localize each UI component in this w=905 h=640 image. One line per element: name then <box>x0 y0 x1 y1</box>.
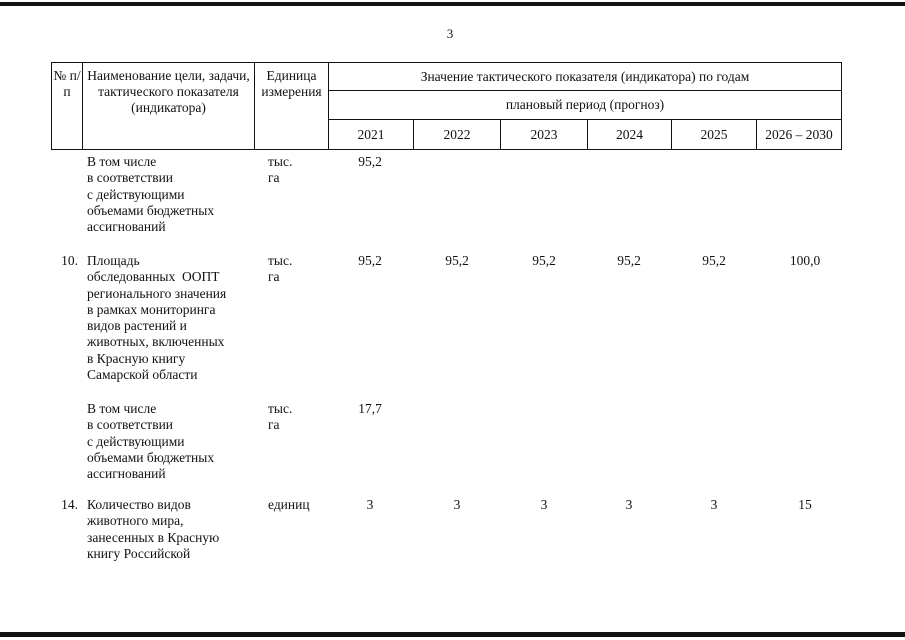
row-name-line: В том числе <box>87 154 157 169</box>
header-values: Значение тактического показателя (индикатора) по годам <box>329 63 842 91</box>
row-value: 3 <box>453 497 461 512</box>
header-year: 2023 <box>501 120 588 150</box>
row-value: 3 <box>710 497 718 512</box>
header-year: 2025 <box>672 120 757 150</box>
row-value: 95,2 <box>358 253 382 268</box>
row-name-line: объемами бюджетных <box>87 202 215 218</box>
row-value: 3 <box>625 497 633 512</box>
header-year: 2026 – 2030 <box>757 120 842 150</box>
row-name-line: регионального значения <box>87 285 227 301</box>
row-number: 14. <box>61 497 78 512</box>
row-name-line: с действующими <box>87 433 185 449</box>
row-value: 95,2 <box>358 154 382 169</box>
row-value: 100,0 <box>789 253 821 268</box>
header-planned: плановый период (прогноз) <box>329 91 842 120</box>
top-rule <box>0 2 905 6</box>
row-name-line: в соответствии <box>87 417 174 433</box>
header-name: Наименование цели, задачи, тактического показателя (индикатора) <box>83 63 255 150</box>
bottom-rule <box>0 632 905 637</box>
row-value: 17,7 <box>358 401 382 416</box>
row-name-line: видов растений и <box>87 318 187 334</box>
row-number: 10. <box>61 253 78 268</box>
row-value: 95,2 <box>702 253 726 268</box>
row-name-line: Площадь <box>87 253 140 268</box>
row-value: 95,2 <box>617 253 641 268</box>
header-year: 2024 <box>588 120 672 150</box>
header-unit: Единица измерения <box>255 63 329 150</box>
row-name-line: объемами бюджетных <box>87 449 215 465</box>
row-name <box>87 154 257 235</box>
row-value: 95,2 <box>445 253 469 268</box>
row-name <box>87 253 257 383</box>
row-name-line: В том числе <box>87 401 157 416</box>
row-unit: тыс. га <box>268 401 293 433</box>
row-name-line: в Красную книгу <box>87 350 186 366</box>
row-unit: тыс. га <box>268 253 293 285</box>
row-name-line: ассигнований <box>87 219 166 235</box>
row-name-line: в рамках мониторинга <box>87 301 216 317</box>
row-value: 95,2 <box>532 253 556 268</box>
row-unit: единиц <box>268 497 310 512</box>
row-name-line: книгу Российской <box>87 545 191 561</box>
row-name-line: с действующими <box>87 186 185 202</box>
row-name <box>87 401 257 482</box>
row-name-line: животных, включенных <box>87 334 225 350</box>
row-value: 15 <box>798 497 812 512</box>
header-year: 2021 <box>329 120 414 150</box>
row-unit: тыс. га <box>268 154 293 186</box>
row-name-line: Количество видов <box>87 497 191 512</box>
row-name-line: занесенных в Красную <box>87 529 220 545</box>
row-name-line: в соответствии <box>87 170 174 186</box>
header-year: 2022 <box>414 120 501 150</box>
row-name-line: животного мира, <box>87 513 184 529</box>
row-name-line: ассигнований <box>87 466 166 482</box>
row-name <box>87 497 257 562</box>
row-value: 3 <box>540 497 548 512</box>
row-name-line: Самарской области <box>87 367 198 383</box>
page-number: 3 <box>446 26 454 41</box>
row-name-line: обследованных ООПТ <box>87 269 220 285</box>
indicator-table-header <box>51 62 842 150</box>
row-value: 3 <box>366 497 374 512</box>
header-no: № п/п <box>52 63 83 150</box>
